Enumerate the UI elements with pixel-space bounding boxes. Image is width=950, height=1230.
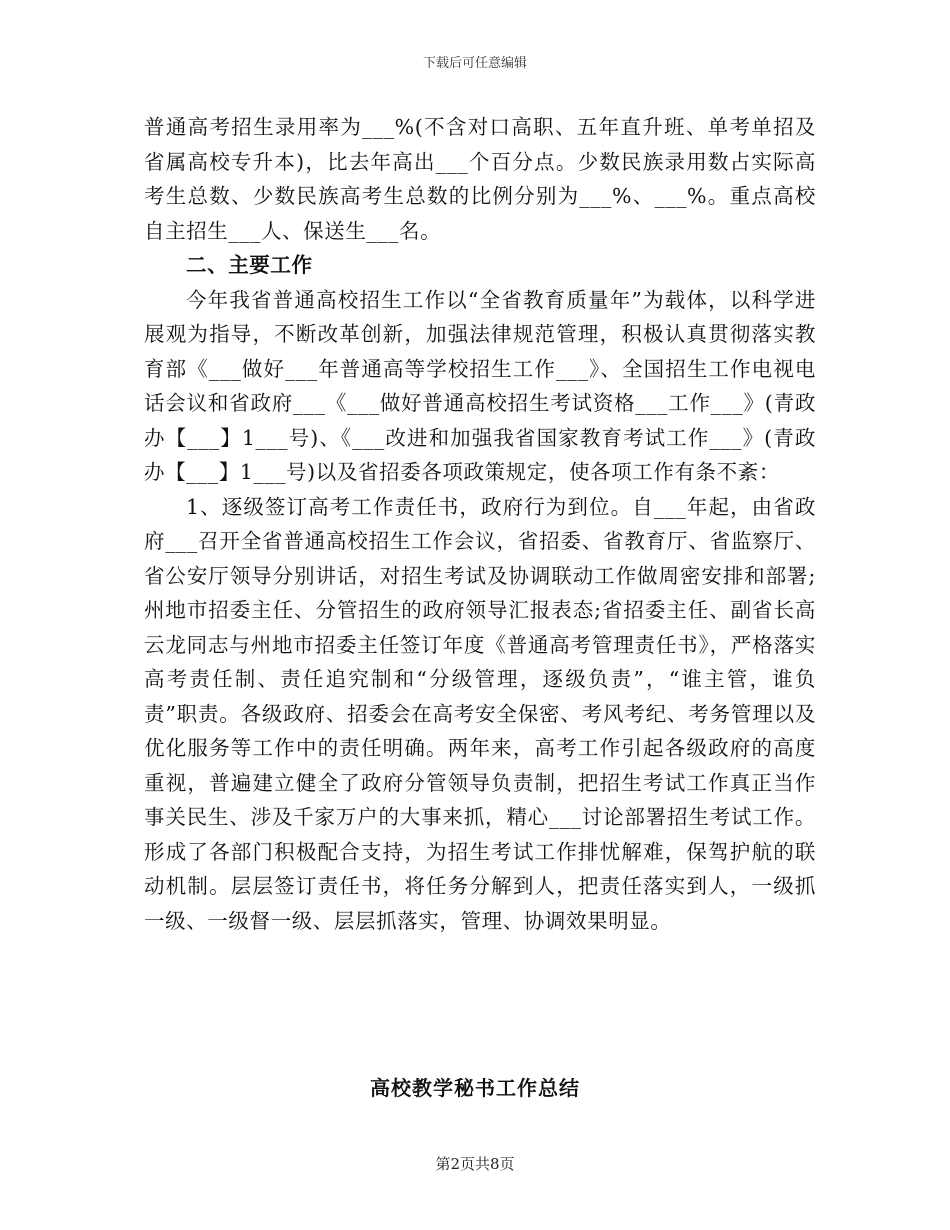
paragraph-responsibility: 1、逐级签订高考工作责任书，政府行为到位。自___年起，由省政府___召开全省普通高校招生工作会议，省招委、省教育厅、省监察厅、省公安厅领导分别讲话，对招生考试及协调联动工作做周密安排和部署;州地市招委主任、分管招生的政府领导汇报表态;省招委主任、副省长高云龙同志与州地市招委主任签订年度《普通高考管理责任书》，严格落实高考责任制、责任追究制和“分级管理，逐级负责”，“谁主管，谁负责”职责。各级政府、招委会在高考安全保密、考风考纪、考务管理以及优化服务等工作中的责任明确。两年来，高考工作引起各级政府的高度重视，普遍建立健全了政府分管领导负责制，把招生考试工作真正当作事关民生、涉及千家万户的大事来抓，精心___讨论部署招生考试工作。形成了各部门积极配合支持，为招生考试工作排忧解难，保驾护航的联动机制。层层签订责任书，将任务分解到人，把责任落实到人，一级抓一级、一级督一级、层层抓落实，管理、协调效果明显。	[144, 494, 816, 933]
paragraph-enrollment-stats: 普通高考招生录用率为___%(不含对口高职、五年直升班、单考单招及省属高校专升本)，比去年高出___个百分点。少数民族录用数占实际高考生总数、少数民族高考生总数的比例分别为___%、___%。重点高校自主招生___人、保送生___名。	[144, 115, 816, 243]
page-header-note: 下载后可任意编辑	[422, 56, 527, 71]
document-title: 高校教学秘书工作总结	[370, 1076, 580, 1100]
paragraph-overview: 今年我省普通高校招生工作以“全省教育质量年”为载体，以科学进展观为指导，不断改革创新，加强法律规范管理，积极认真贯彻落实教育部《___做好___年普通高等学校招生工作___》、全国招生工作电视电话会议和省政府___《___做好普通高校招生考试资格___工作___》(青政办【___】1___号)、《___改进和加强我省国家教育考试工作___》(青政办【___】1___号)以及省招委各项政策规定，使各项工作有条不紊：	[144, 287, 816, 484]
document-body	[144, 110, 816, 938]
section-heading-main-work: 二、主要工作	[186, 253, 313, 277]
page-number-footer: 第2页共8页	[435, 1155, 515, 1173]
